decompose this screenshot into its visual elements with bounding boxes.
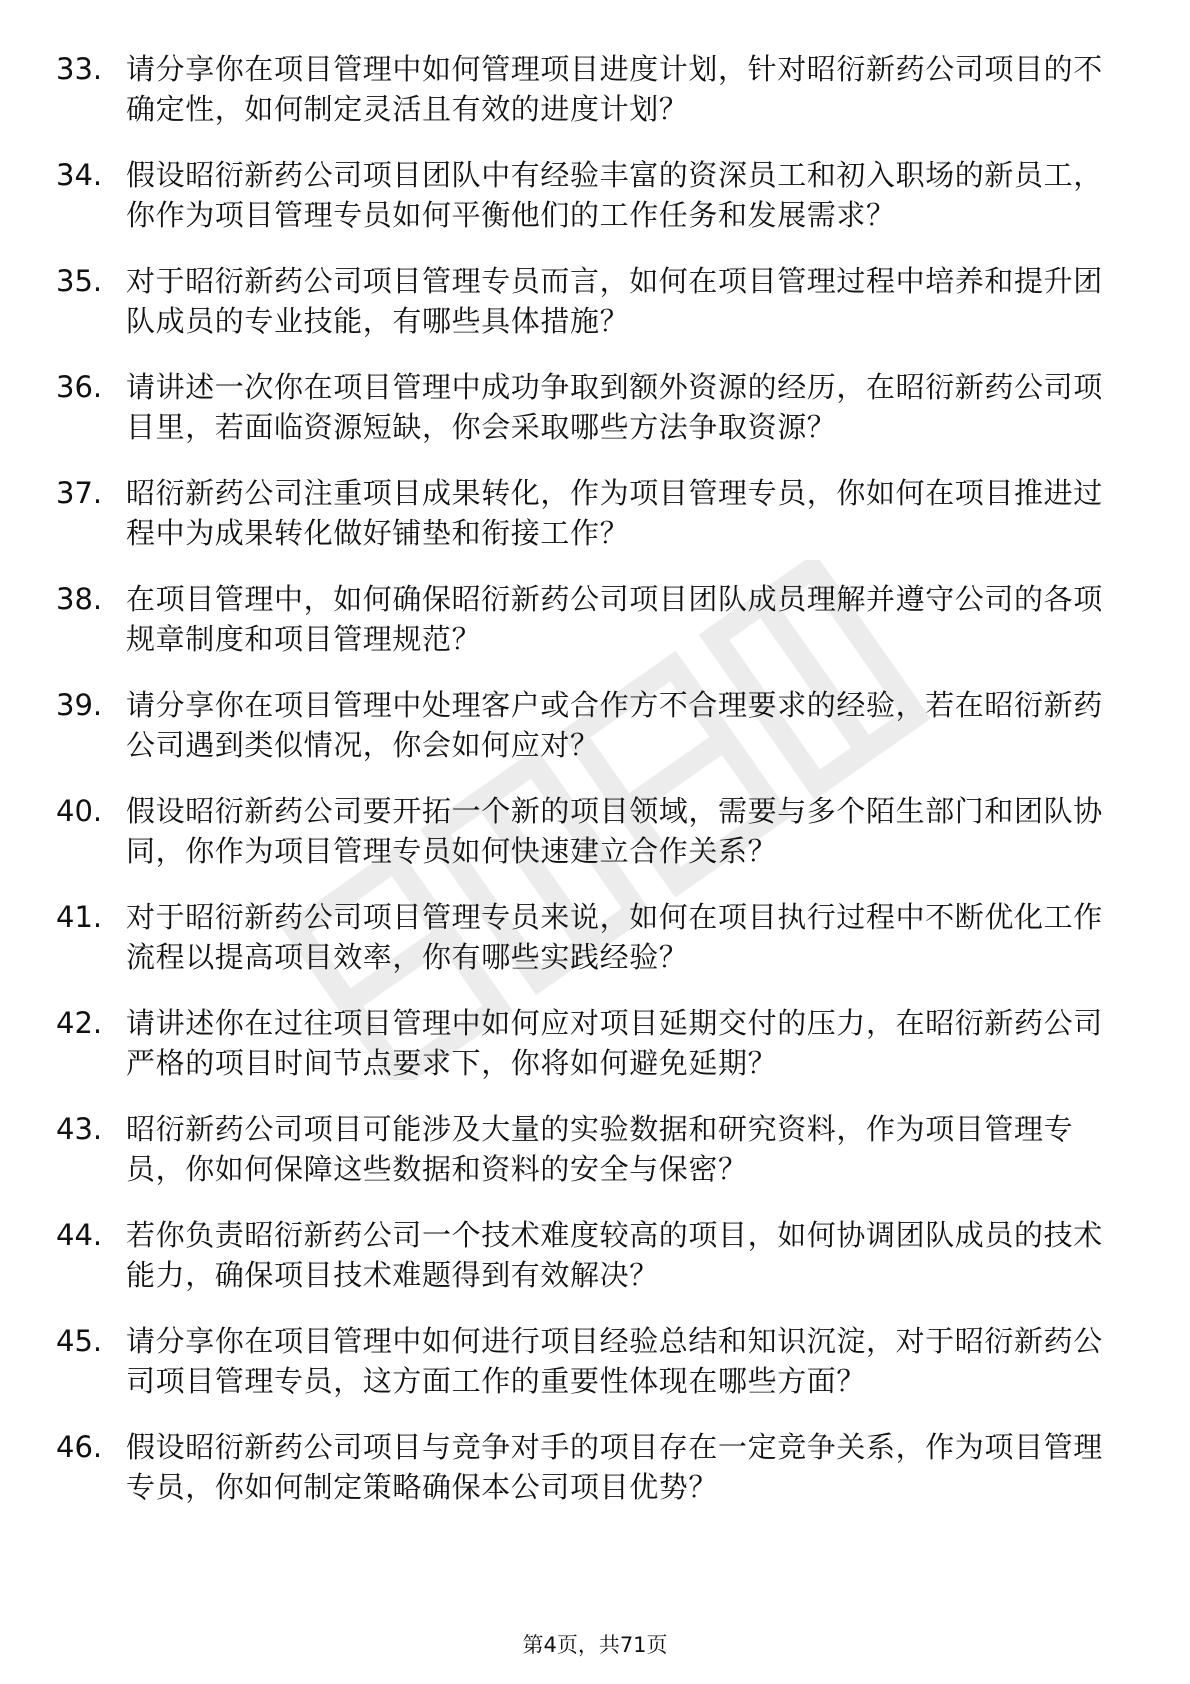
question-item-40 (56, 792, 1116, 871)
question-number: 34. (56, 158, 103, 192)
question-text: 假设昭衍新药公司项目团队中有经验丰富的资深员工和初入职场的新员工，你作为项目管理专员如何平衡他们的工作任务和发展需求？ (126, 158, 1103, 232)
question-text: 请讲述一次你在项目管理中成功争取到额外资源的经历，在昭衍新药公司项目里，若面临资源短缺，你会采取哪些方法争取资源？ (126, 370, 1103, 444)
question-item-46 (56, 1428, 1116, 1507)
question-text: 对于昭衍新药公司项目管理专员来说，如何在项目执行过程中不断优化工作流程以提高项目效率，你有哪些实践经验？ (126, 900, 1103, 974)
page-footer (0, 1631, 1190, 1659)
question-item-33 (56, 50, 1116, 129)
question-number: 37. (56, 476, 103, 510)
question-text: 请分享你在项目管理中处理客户或合作方不合理要求的经验，若在昭衍新药公司遇到类似情况，你会如何应对？ (126, 688, 1103, 762)
question-number: 33. (56, 52, 103, 86)
question-text: 请分享你在项目管理中如何管理项目进度计划，针对昭衍新药公司项目的不确定性，如何制定灵活且有效的进度计划？ (126, 52, 1103, 126)
question-list (56, 50, 1116, 1507)
question-text: 昭衍新药公司注重项目成果转化，作为项目管理专员，你如何在项目推进过程中为成果转化做好铺垫和衔接工作？ (126, 476, 1103, 550)
question-text: 假设昭衍新药公司要开拓一个新的项目领域，需要与多个陌生部门和团队协同，你作为项目管理专员如何快速建立合作关系？ (126, 794, 1103, 868)
question-number: 44. (56, 1218, 103, 1252)
question-number: 36. (56, 370, 103, 404)
question-item-45 (56, 1322, 1116, 1401)
question-text: 昭衍新药公司项目可能涉及大量的实验数据和研究资料，作为项目管理专员，你如何保障这些数据和资料的安全与保密？ (126, 1112, 1074, 1186)
question-text: 若你负责昭衍新药公司一个技术难度较高的项目，如何协调团队成员的技术能力，确保项目技术难题得到有效解决？ (126, 1218, 1103, 1292)
question-item-34 (56, 156, 1116, 235)
question-item-41 (56, 898, 1116, 977)
question-text: 对于昭衍新药公司项目管理专员而言，如何在项目管理过程中培养和提升团队成员的专业技能，有哪些具体措施？ (126, 264, 1103, 338)
question-text: 请分享你在项目管理中如何进行项目经验总结和知识沉淀，对于昭衍新药公司项目管理专员，这方面工作的重要性体现在哪些方面？ (126, 1324, 1103, 1398)
question-number: 45. (56, 1324, 103, 1358)
question-number: 42. (56, 1006, 103, 1040)
question-item-37 (56, 474, 1116, 553)
question-number: 43. (56, 1112, 103, 1146)
question-number: 35. (56, 264, 103, 298)
question-item-42 (56, 1004, 1116, 1083)
question-number: 38. (56, 582, 103, 616)
question-item-38 (56, 580, 1116, 659)
question-number: 46. (56, 1430, 103, 1464)
question-number: 41. (56, 900, 103, 934)
question-item-35 (56, 262, 1116, 341)
question-text: 请讲述你在过往项目管理中如何应对项目延期交付的压力，在昭衍新药公司严格的项目时间节点要求下，你将如何避免延期？ (126, 1006, 1103, 1080)
question-item-36 (56, 368, 1116, 447)
question-number: 40. (56, 794, 103, 828)
page-number-label: 第4页，共71页 (522, 1633, 668, 1657)
question-number: 39. (56, 688, 103, 722)
question-item-39 (56, 686, 1116, 765)
question-item-43 (56, 1110, 1116, 1189)
question-text: 在项目管理中，如何确保昭衍新药公司项目团队成员理解并遵守公司的各项规章制度和项目管理规范？ (126, 582, 1103, 656)
question-item-44 (56, 1216, 1116, 1295)
question-text: 假设昭衍新药公司项目与竞争对手的项目存在一定竞争关系，作为项目管理专员，你如何制定策略确保本公司项目优势？ (126, 1430, 1103, 1504)
